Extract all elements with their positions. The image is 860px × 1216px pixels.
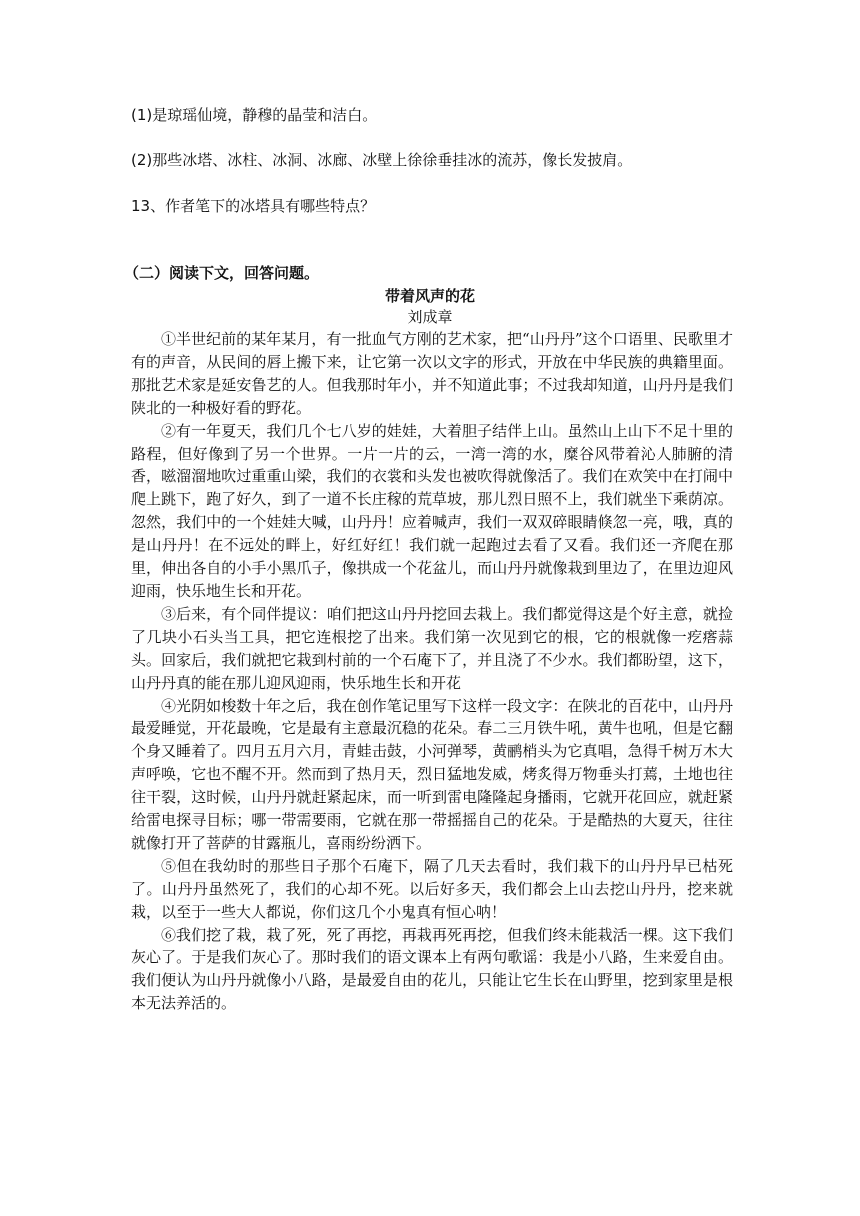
section-heading: （二）阅读下文，回答问题。 xyxy=(124,264,320,282)
article-paragraph-6: ⑥我们挖了栽，栽了死，死了再挖，再栽再死再挖，但我们终未能栽活一棵。这下我们灰心了。于是我们灰心了。那时我们的语文课本上有两句歌谣：我是小八路，生来爱自由。我们便认为山丹丹就像小八路，是最爱自由的花儿，只能让它生长在山野里，挖到家里是根本无法养活的。 xyxy=(131,925,733,1013)
article-title: 带着风声的花 xyxy=(384,287,475,305)
article-paragraph-2: ②有一年夏天，我们几个七八岁的娃娃，大着胆子结伴上山。虽然山上山下不足十里的路程，但好像到了另一个世界。一片一片的云，一湾一湾的水，糜谷风带着沁人肺腑的清香，嗞溜溜地吹过重重山梁，我们的衣裳和头发也被吹得就像活了。我们在欢笑中在打闹中爬上跳下，跑了好久，到了一道不长庄稼的荒草坡，那儿烈日照不上，我们就坐下乘荫凉。忽然，我们中的一个娃娃大喊，山丹丹！应着喊声，我们一双双碎眼睛倏忽一亮，哦，真的是山丹丹！在不远处的畔上，好红好红！我们就一起跑过去看了又看。我们还一齐爬在那里，伸出各自的小手小黑爪子，像拱成一个花盆儿，而山丹丹就像栽到里边了，在里边迎风迎雨，快乐地生长和开花。 xyxy=(131,421,733,600)
question-item-2: (2)那些冰塔、冰柱、冰洞、冰廊、冰壁上徐徐垂挂冰的流苏，像长发披肩。 xyxy=(131,151,633,169)
article-paragraph-5: ⑤但在我幼时的那些日子那个石庵下，隔了几天去看时，我们栽下的山丹丹早已枯死了。山丹丹虽然死了，我们的心却不死。以后好多天，我们都会上山去挖山丹丹，挖来就栽，以至于一些大人都说，你们这几个小鬼真有恒心呐！ xyxy=(131,856,733,921)
article-author: 刘成章 xyxy=(407,308,453,326)
article-paragraph-3: ③后来，有个同伴提议：咱们把这山丹丹挖回去栽上。我们都觉得这是个好主意，就捡了几块小石头当工具，把它连根挖了出来。我们第一次见到它的根，它的根就像一疙瘩蒜头。回家后，我们就把它栽到村前的一个石庵下了，并且浇了不少水。我们都盼望，这下，山丹丹真的能在那儿迎风迎雨，快乐地生长和开花 xyxy=(131,604,733,692)
article-paragraph-4: ④光阴如梭数十年之后，我在创作笔记里写下这样一段文字：在陕北的百花中，山丹丹最爱睡觉，开花最晚，它是最有主意最沉稳的花朵。春二三月铁牛吼，黄牛也吼，但是它翻个身又睡着了。四月五月六月，青蛙击鼓，小河弹琴，黄鹂梢头为它真唱，急得千树万木大声呼唤，它也不醒不开。然而到了热月天，烈日猛地发威，烤炙得万物垂头打蔫，土地也往往干裂，这时候，山丹丹就赶紧起床，而一听到雷电隆隆起身播雨，它就开花回应，就赶紧给雷电探寻目标；哪一带需要雨，它就在那一带摇摇自己的花朵。于是酷热的大夏天，往往就像打开了菩萨的甘露瓶儿，喜雨纷纷洒下。 xyxy=(131,696,733,852)
question-13: 13、作者笔下的冰塔具有哪些特点？ xyxy=(131,197,376,215)
article-body xyxy=(131,328,733,1015)
question-item-1: (1)是琼瑶仙境，静穆的晶莹和洁白。 xyxy=(131,106,378,124)
article-paragraph-1: ①半世纪前的某年某月，有一批血气方刚的艺术家，把“山丹丹”这个口语里、民歌里才有的声音，从民间的唇上搬下来，让它第一次以文字的形式，开放在中华民族的典籍里面。那批艺术家是延安鲁艺的人。但我那时年小，并不知道此事；不过我却知道，山丹丹是我们陕北的一种极好看的野花。 xyxy=(131,330,733,417)
